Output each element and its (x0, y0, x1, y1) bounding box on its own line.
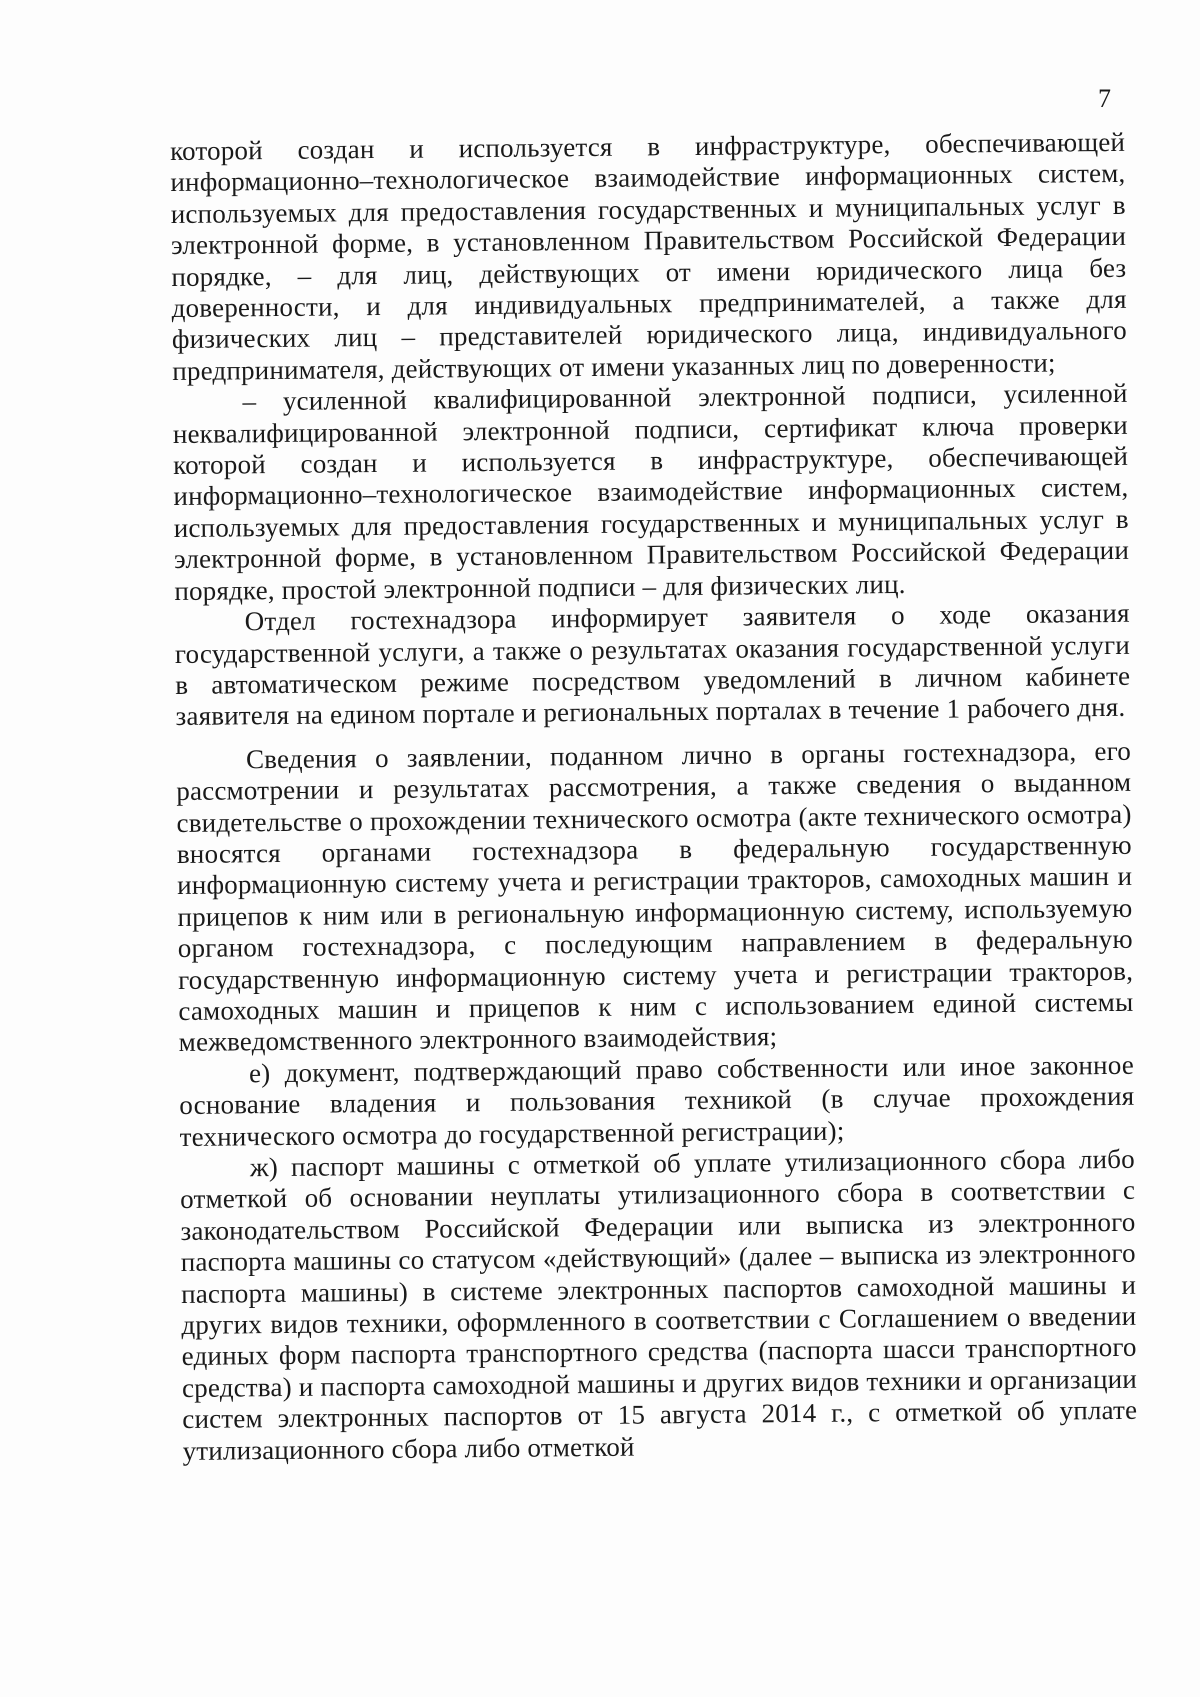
paragraph-application-information: Сведения о заявлении, поданном лично в органы гостехнадзора, его рассмотрении и результатах рассмотрения, а также сведения о выданном свидетельстве о прохождении технического осмотра (акте технического осмотра) вносятся органами гостехнадзора в федеральную государственную информационную систему учета и регистрации тракторов, самоходных машин и прицепов к ним или в региональную информационную систему, используемую органом гостехнадзора, с последующим направлением в федеральную государственную информационную систему учета и регистрации тракторов, самоходных машин и прицепов к ним с использованием единой системы межведомственного электронного взаимодействия; (176, 735, 1134, 1058)
page-number: 7 (1098, 84, 1111, 113)
paragraph-item-zh: ж) паспорт машины с отметкой об уплате утилизационного сбора либо отметкой об основании неуплаты утилизационного сбора в соответствии с законодательством Российской Федерации или выписка из электронного паспорта машины со статусом «действующий» (далее – выписка из электронного паспорта машины) в системе электронных паспортов самоходной машины и других видов техники, оформленного в соответствии с Соглашением о введении единых форм паспорта транспортного средства (паспорта шасси транспортного средства) и паспорта самоходной машины и других видов техники и организации систем электронных паспортов от 15 августа 2014 г., с отметкой об уплате утилизационного сбора либо отметкой (180, 1143, 1138, 1466)
paragraph-signature-list-item: – усиленной квалифицированной электронной подписи, усиленной неквалифицированной электронной подписи, сертификат ключа проверки которой создан и используется в инфраструктуре, обеспечивающей информационно–технологическое взаимодействие информационных систем, используемых для предоставления государственных и муниципальных услуг в электронной форме, в установленном Правительством Российской Федерации порядке, простой электронной подписи – для физических лиц. (172, 378, 1130, 606)
paragraph-applicant-notification: Отдел гостехнадзора информирует заявителя о ходе оказания государственной услуги, а также о результатах оказания государственной услуги в автоматическом режиме посредством уведомлений в личном кабинете заявителя на едином портале и региональных порталах в течение 1 рабочего дня. (174, 597, 1131, 732)
paragraph-item-e: е) документ, подтверждающий право собственности или иное законное основание владения и пользования техникой (в случае прохождения технического осмотра до государственной регистрации); (179, 1049, 1135, 1152)
paragraph-signature-continuation: которой создан и используется в инфраструктуре, обеспечивающей информационно–технологическое взаимодействие информационных систем, используемых для предоставления государственных и муниципальных услуг в электронной форме, в установленном Правительством Российской Федерации порядке, – для лиц, действующих от имени юридического лица без доверенности, и для индивидуальных предпринимателей, а также для физических лиц – представителей юридического лица, индивидуального предпринимателя, действующих от имени указанных лиц по доверенности; (170, 126, 1128, 386)
document-body (170, 127, 1138, 1467)
